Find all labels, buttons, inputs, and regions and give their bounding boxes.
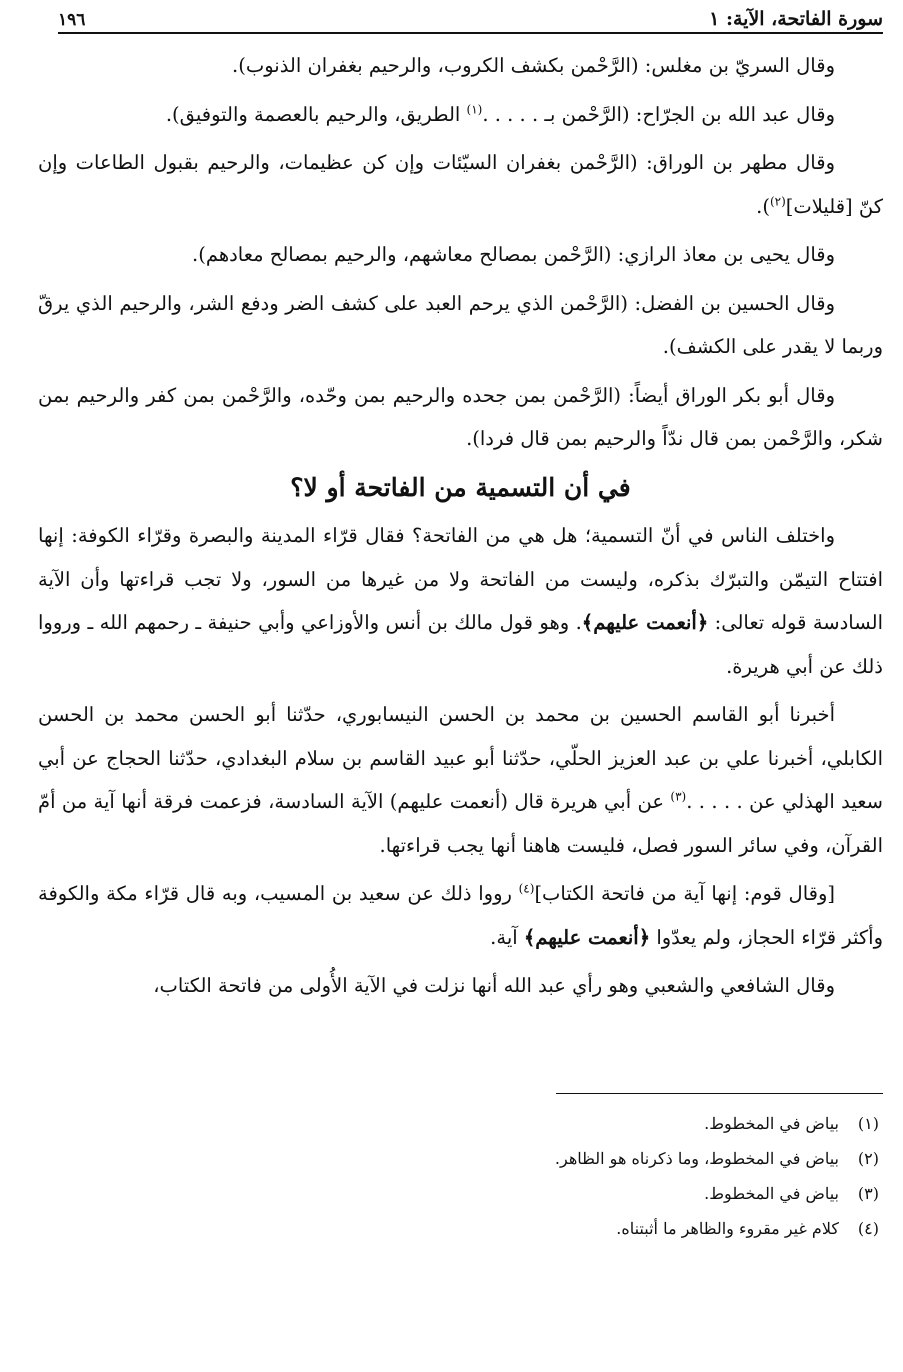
footnote-text: بياض في المخطوط.	[704, 1114, 839, 1133]
paragraph	[38, 693, 883, 867]
footnote	[40, 1141, 879, 1176]
paragraph: وقال الشافعي والشعبي وهو رأي عبد الله أنها نزلت في الآية الأُولى من فاتحة الكتاب،	[153, 974, 835, 997]
footnote-divider	[556, 1093, 883, 1094]
footnotes	[40, 1106, 879, 1246]
running-header	[58, 0, 883, 34]
paragraph: وقال الحسين بن الفضل: (الرَّحْمن الذي يرحم العبد على كشف الضر ودفع الشر، والرحيم الذي يرقّ وربما لا يقدر على الكشف).	[38, 291, 883, 358]
main-text	[38, 44, 883, 1013]
footnote-text: بياض في المخطوط، وما ذكرناه هو الظاهر.	[554, 1149, 839, 1168]
footnote	[40, 1106, 879, 1141]
footnote-marker: (٣)	[670, 789, 687, 804]
footnote-marker: (٢)	[769, 194, 786, 208]
text-run: . وهو قول مالك بن أنس والأوزاعي وأبي حنيفة ـ رحمهم الله ـ ورووا ذلك عن أبي هريرة.	[38, 611, 883, 678]
quran-quote: ﴿أنعمت عليهم﴾	[523, 925, 651, 949]
footnote-number: (٢)	[857, 1149, 879, 1168]
footnote	[40, 1211, 879, 1246]
footnote-text: كلام غير مقروء والظاهر ما أثبتناه.	[616, 1219, 839, 1238]
paragraph	[38, 872, 883, 959]
footnote	[40, 1176, 879, 1211]
paragraph	[38, 93, 883, 137]
footnote-number: (١)	[857, 1114, 879, 1133]
text-run: عن أبي هريرة قال (أنعمت عليهم) الآية السادسة، فزعمت فرقة أنها آية من أمّ القرآن، وفي سائر السور فصل، فليست هاهنا أنها يجب قراءتها.	[38, 790, 883, 857]
footnote-number: (٤)	[857, 1219, 879, 1238]
footnote-marker: (٤)	[518, 881, 535, 896]
quran-quote: ﴿أنعمت عليهم﴾	[581, 611, 709, 634]
text-run: الطريق، والرحيم بالعصمة والتوفيق).	[165, 102, 467, 126]
text-run: رووا ذلك عن سعيد بن المسيب، وبه قال قرّاء مكة والكوفة وأكثر قرّاء الحجاز، ولم يعدّوا	[38, 882, 883, 949]
text-run: أخبرنا أبو القاسم الحسين بن محمد بن الحسن النيسابوري، حدّثنا أبو الحسن محمد بن الحسن الكابلي، أخبرنا علي بن عبد العزيز الحلّي، حدّثنا أبو عبيد القاسم بن سلام البغدادي، حدّثنا الحجاج عن أبي سعيد الهذلي عن . . . . .	[38, 703, 883, 813]
section-heading: في أن التسمية من الفاتحة أو لا؟	[290, 472, 631, 502]
text-run: ).	[756, 194, 770, 218]
text-run: وقال مطهر بن الوراق: (الرَّحْمن بغفران السيّئات وإن كن عظيمات، والرحيم بقبول الطاعات وإن كنّ [قليلات]	[38, 151, 883, 218]
text-run: وقال عبد الله بن الجرّاح: (الرَّحْمن بـ . . . . .	[482, 102, 835, 126]
paragraph: وقال أبو بكر الوراق أيضاً: (الرَّحْمن بمن جحده والرحيم بمن وحّده، والرَّحْمن بمن كفر والرحيم بمن شكر، والرَّحْمن بمن قال ندّاً والرحيم بمن قال فردا).	[38, 383, 883, 450]
paragraph	[38, 514, 883, 688]
text-run: آية.	[490, 925, 524, 949]
paragraph: وقال السريّ بن مغلس: (الرَّحْمن بكشف الكروب، والرحيم بغفران الذنوب).	[232, 54, 835, 77]
page-number: ١٩٦	[58, 10, 86, 30]
footnote-number: (٣)	[857, 1184, 879, 1203]
footnote-text: بياض في المخطوط.	[704, 1184, 839, 1203]
footnote-marker: (١)	[466, 102, 483, 116]
header-title: سورة الفاتحة، الآية: ١	[709, 8, 883, 30]
paragraph	[38, 141, 883, 228]
paragraph: وقال يحيى بن معاذ الرازي: (الرَّحْمن بمصالح معاشهم، والرحيم بمصالح معادهم).	[192, 243, 835, 266]
text-run: واختلف الناس في أنّ التسمية؛ هل هي من الفاتحة؟ فقال قرّاء المدينة والبصرة وقرّاء الكوفة: إنها افتتاح التيمّن والتبرّك بذكره، وليست من الفاتحة ولا من غيرها من السور، ولا تجب قراءتها وأن الآية السادسة قوله تعالى:	[38, 524, 883, 634]
text-run: [وقال قوم: إنها آية من فاتحة الكتاب]	[534, 882, 836, 905]
